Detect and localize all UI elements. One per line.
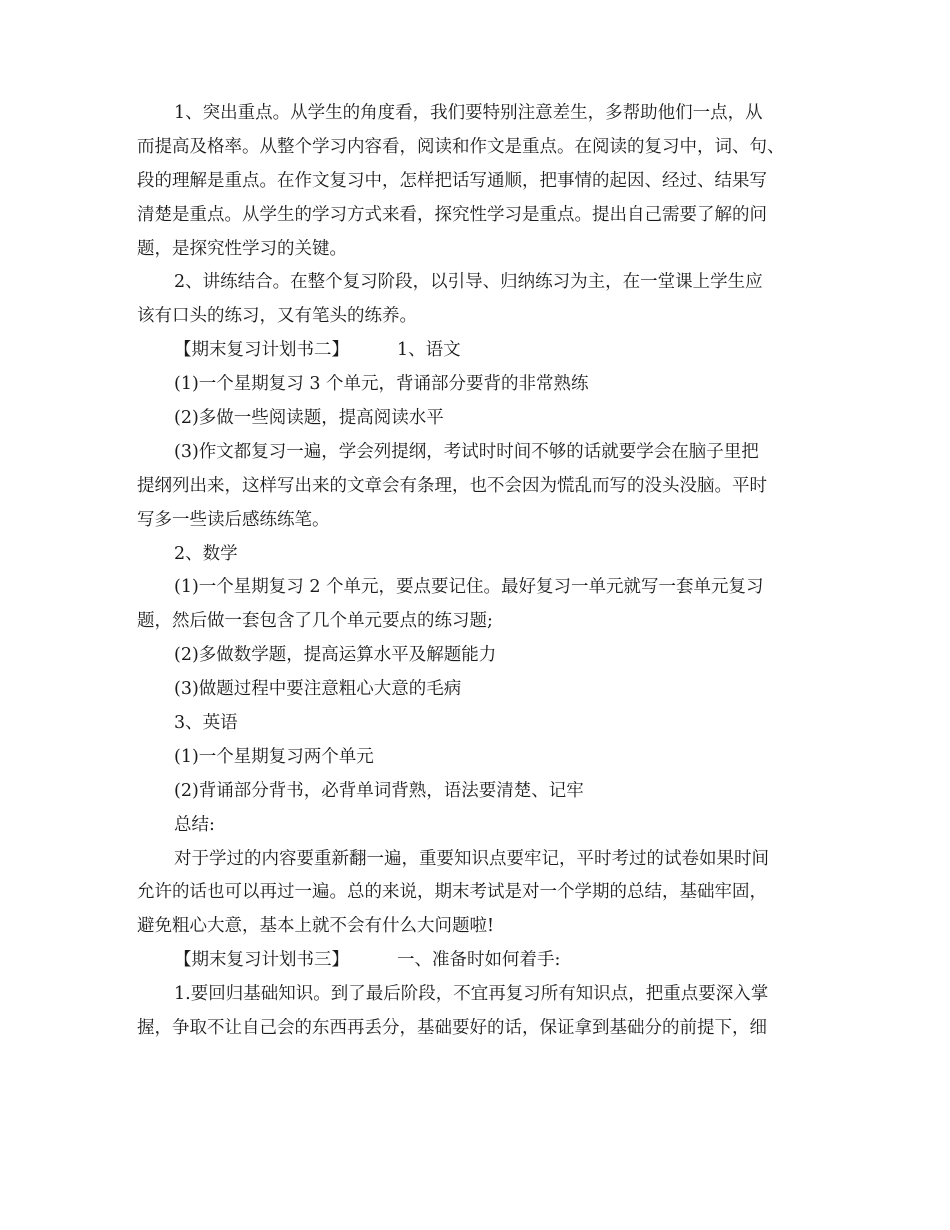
subsection-title: 2、数学	[174, 543, 238, 564]
paragraph-line: 握，争取不让自己会的东西再丢分，基础要好的话，保证拿到基础分的前提下，细	[137, 1018, 767, 1039]
paragraph-line: 写多一些读后感练练笔。	[137, 509, 330, 530]
list-item: (2)多做一些阅读题，提高阅读水平	[174, 408, 444, 429]
list-item: (1)一个星期复习两个单元	[174, 746, 374, 767]
list-item: (1)一个星期复习 3 个单元，背诵部分要背的非常熟练	[174, 374, 589, 395]
list-item: (2)多做数学题，提高运算水平及解题能力	[174, 645, 497, 666]
subsection-title: 一、准备时如何着手:	[397, 950, 561, 971]
section-heading: 【期末复习计划书二】	[174, 340, 349, 361]
paragraph-line: 该有口头的练习，又有笔头的练养。	[137, 306, 417, 327]
list-item: (2)背诵部分背书，必背单词背熟，语法要清楚、记牢	[174, 780, 584, 801]
paragraph-line: 允许的话也可以再过一遍。总的来说，期末考试是对一个学期的总结，基础牢固，	[137, 882, 767, 903]
paragraph-line: 避免粗心大意，基本上就不会有什么大问题啦!	[137, 916, 495, 937]
list-item: (1)一个星期复习 2 个单元，要点要记住。最好复习一单元就写一套单元复习	[174, 577, 764, 598]
paragraph-line: 1、突出重点。从学生的角度看，我们要特别注意差生，多帮助他们一点，从	[174, 103, 763, 123]
section-heading-line	[137, 944, 817, 978]
paragraph-line: 而提高及格率。从整个学习内容看，阅读和作文是重点。在阅读的复习中，词、句、	[137, 136, 785, 157]
document-page	[137, 97, 817, 1046]
summary-label: 总结:	[174, 814, 215, 835]
list-item: (3)做题过程中要注意粗心大意的毛病	[174, 679, 462, 700]
section-heading-line	[137, 334, 817, 368]
paragraph-line: 对于学过的内容要重新翻一遍，重要知识点要牢记，平时考过的试卷如果时间	[174, 848, 769, 869]
paragraph-line: 题，然后做一套包含了几个单元要点的练习题;	[137, 611, 493, 632]
subsection-title: 3、英语	[174, 713, 238, 734]
subsection-title: 1、语文	[397, 340, 461, 361]
paragraph-line: 1.要回归基础知识。到了最后阶段，不宜再复习所有知识点，把重点要深入掌	[174, 984, 769, 1005]
section-heading: 【期末复习计划书三】	[174, 950, 349, 971]
paragraph-line: 段的理解是重点。在作文复习中，怎样把话写通顺，把事情的起因、经过、结果写	[137, 170, 767, 191]
paragraph-line: 2、讲练结合。在整个复习阶段，以引导、归纳练习为主，在一堂课上学生应	[174, 272, 763, 293]
paragraph-line: 清楚是重点。从学生的学习方式来看，探究性学习是重点。提出自己需要了解的问	[137, 204, 767, 225]
paragraph-line: 提纲列出来，这样写出来的文章会有条理，也不会因为慌乱而写的没头没脑。平时	[137, 475, 767, 496]
list-item: (3)作文都复习一遍，学会列提纲，考试时时间不够的话就要学会在脑子里把	[174, 441, 759, 462]
paragraph-line: 题，是探究性学习的关键。	[137, 238, 347, 259]
